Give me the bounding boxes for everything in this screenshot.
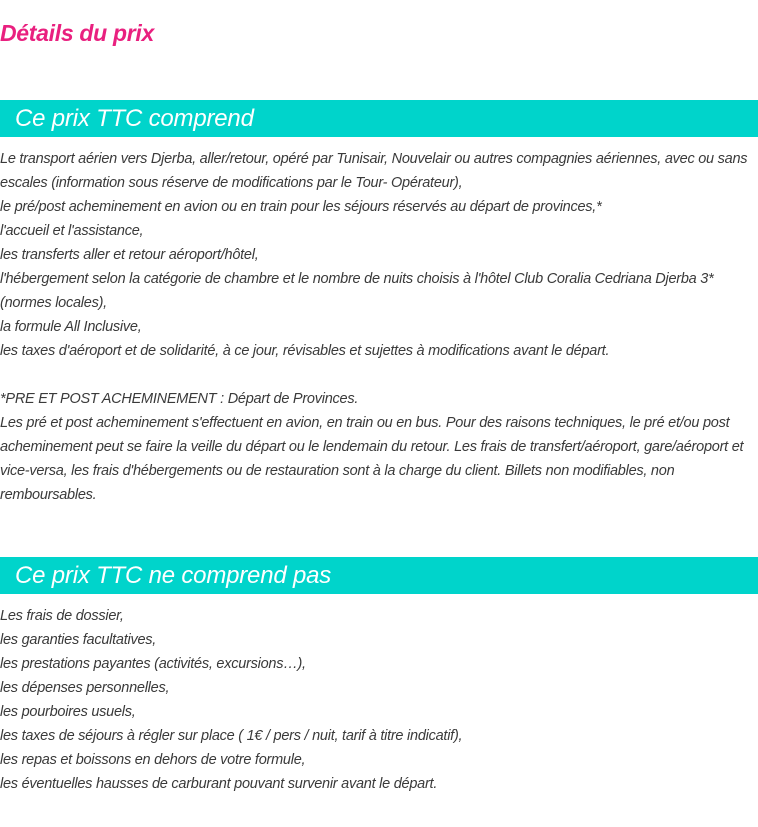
included-list (0, 147, 756, 507)
included-item: Le transport aérien vers Djerba, aller/retour, opéré par Tunisair, Nouvelair ou autres compagnies aériennes, avec ou sans escales (information sous réserve de modifications par le Tour- Opérateur), (0, 151, 748, 191)
transfer-note-title: *PRE ET POST ACHEMINEMENT : Départ de Provinces. (0, 391, 359, 407)
page-title: Détails du prix (0, 20, 154, 46)
included-heading: Ce prix TTC comprend (15, 105, 254, 132)
excluded-item: les pourboires usuels, (0, 704, 136, 720)
included-item: la formule All Inclusive, (0, 319, 142, 335)
included-item: le pré/post acheminement en avion ou en train pour les séjours réservés au départ de provinces,* (0, 199, 602, 215)
paragraph-spacer (0, 363, 756, 387)
included-item: les taxes d'aéroport et de solidarité, à ce jour, révisables et sujettes à modifications avant le départ. (0, 343, 610, 359)
excluded-list (0, 604, 756, 796)
excluded-item: les repas et boissons en dehors de votre formule, (0, 752, 306, 768)
excluded-item: les prestations payantes (activités, excursions…), (0, 656, 306, 672)
transfer-note-text: Les pré et post acheminement s'effectuent en avion, en train ou en bus. Pour des raisons techniques, le pré et/ou post acheminement peut se faire la veille du départ ou le lendemain du retour. Les frais de transfert/aéroport, gare/aéroport et vice-versa, les frais d'hébergements ou de restauration sont à la charge du client. Billets non modifiables, non remboursables. (0, 415, 744, 503)
included-item: les transferts aller et retour aéroport/hôtel, (0, 247, 259, 263)
included-item: l'hébergement selon la catégorie de chambre et le nombre de nuits choisis à l'hôtel Club Coralia Cedriana Djerba 3* (normes locales), (0, 271, 714, 311)
excluded-item: les garanties facultatives, (0, 632, 157, 648)
excluded-item: les dépenses personnelles, (0, 680, 170, 696)
excluded-item: les taxes de séjours à régler sur place ( 1€ / pers / nuit, tarif à titre indicatif), (0, 728, 463, 744)
excluded-section-header (0, 557, 758, 594)
excluded-item: Les frais de dossier, (0, 608, 124, 624)
excluded-heading: Ce prix TTC ne comprend pas (15, 562, 332, 589)
included-item: l'accueil et l'assistance, (0, 223, 144, 239)
included-section-header (0, 100, 758, 137)
excluded-item: les éventuelles hausses de carburant pouvant survenir avant le départ. (0, 776, 438, 792)
